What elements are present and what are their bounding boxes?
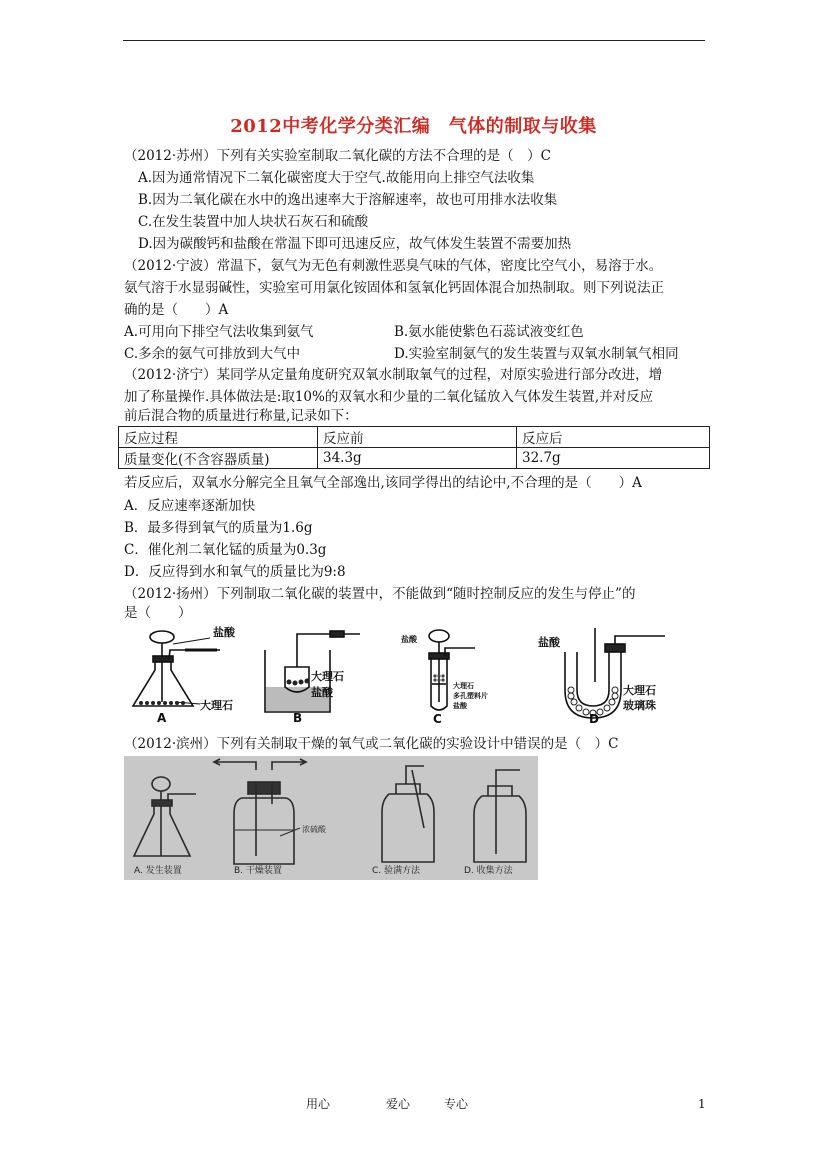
q1-option-c: C.在发生装置中加人块状石灰石和硫酸 xyxy=(138,214,369,230)
q2-option-c: C.多余的氨气可排放到大气中 xyxy=(124,346,301,362)
footer-text-3: 专心 xyxy=(444,1097,469,1111)
q2-option-a: A.可用向下排空气法收集到氨气 xyxy=(124,324,314,340)
label-panel-a: A. 发生装置 xyxy=(134,866,182,876)
header-rule xyxy=(123,40,705,41)
label-panel-c: C. 验满方法 xyxy=(372,866,421,876)
label-b-letter: B xyxy=(293,711,303,725)
footer-text-1: 用心 xyxy=(306,1097,331,1111)
q3-option-d: D．反应得到水和氧气的质量比为9:8 xyxy=(124,564,346,580)
label-d-letter: D xyxy=(589,712,599,726)
q2-stem-line-2: 氨气溶于水显弱碱性，实验室可用氯化铵固体和氢氧化钙固体混合加热制取。则下列说法正 xyxy=(124,280,664,296)
q3-option-a: A．反应速率逐渐加快 xyxy=(124,498,256,514)
label-panel-b: B. 干燥装置 xyxy=(234,866,282,876)
q3-stem-line-2: 加了称量操作.具体做法是:取10%的双氧水和少量的二氧化锰放入气体发生装置,并对反应 xyxy=(124,389,654,405)
q3-option-c: C．催化剂二氧化锰的质量为0.3g xyxy=(124,542,327,558)
label-a-acid: 盐酸 xyxy=(213,626,235,639)
label-conc-acid: 浓硫酸 xyxy=(302,825,326,834)
table-header-row xyxy=(119,427,710,448)
label-a-marble: 大理石 xyxy=(200,699,233,712)
q3-question: 若反应后，双氧水分解完全且氧气全部逸出,该同学得出的结论中,不合理的是（ ）A xyxy=(124,475,642,491)
q3-stem-line-1: （2012·济宁）某同学从定量角度研究双氧水制取氧气的过程，对原实验进行部分改进，增 xyxy=(124,367,663,383)
label-b-marble: 大理石 xyxy=(311,670,344,683)
table-header-cell: 反应后 xyxy=(517,427,710,448)
table-cell: 32.7g xyxy=(517,448,710,469)
label-panel-d: D. 收集方法 xyxy=(464,866,513,876)
co2-apparatus-figure xyxy=(125,622,705,727)
q2-stem-line-3: 确的是（ ）A xyxy=(124,302,229,318)
label-c-marble: 大理石 xyxy=(453,682,474,690)
label-c-letter: C xyxy=(433,712,442,726)
table-cell: 34.3g xyxy=(318,448,517,469)
q2-option-b: B.氨水能使紫色石蕊试液变红色 xyxy=(394,324,584,340)
table-header-cell: 反应过程 xyxy=(119,427,318,448)
q1-option-a: A.因为通常情况下二氧化碳密度大于空气.故能用向上排空气法收集 xyxy=(138,170,535,186)
q4-stem-line-2: 是（ ） xyxy=(124,605,192,621)
label-c-acid2: 盐酸 xyxy=(453,702,467,710)
label-c-plate: 多孔塑料片 xyxy=(453,692,488,700)
label-d-beads: 玻璃珠 xyxy=(623,699,656,712)
q2-option-d: D.实验室制氨气的发生装置与双氧水制氧气相同 xyxy=(394,346,679,362)
q1-option-b: B.因为二氧化碳在水中的逸出速率大于溶解速率，故也可用排水法收集 xyxy=(138,192,558,208)
q2-stem-line-1: （2012·宁波）常温下，氨气为无色有刺激性恶臭气味的气体，密度比空气小，易溶于水。 xyxy=(124,258,663,274)
page-title: 2012中考化学分类汇编 气体的制取与收集 xyxy=(230,116,597,137)
table-cell: 质量变化(不含容器质量) xyxy=(119,448,318,469)
label-a-letter: A xyxy=(157,711,167,725)
footer-text-2: 爱心 xyxy=(386,1097,411,1111)
apparatus-a xyxy=(133,631,220,706)
table-header-cell: 反应前 xyxy=(318,427,517,448)
table-row xyxy=(119,448,710,469)
q1-option-d: D.因为碳酸钙和盐酸在常温下即可迅速反应，故气体发生装置不需要加热 xyxy=(138,236,572,252)
q5-stem: （2012·滨州）下列有关制取干燥的氧气或二氧化碳的实验设计中错误的是（ ）C xyxy=(124,736,619,752)
q3-stem-line-3: 前后混合物的质量进行称量,记录如下： xyxy=(124,408,358,424)
label-d-acid: 盐酸 xyxy=(538,636,560,649)
mass-table xyxy=(118,426,710,469)
label-d-marble: 大理石 xyxy=(623,684,656,697)
q3-option-b: B．最多得到氧气的质量为1.6g xyxy=(124,520,313,536)
label-c-acid: 盐酸 xyxy=(401,635,417,644)
q4-stem-line-1: （2012·扬州）下列制取二氧化碳的装置中，不能做到“随时控制反应的发生与停止”的 xyxy=(124,586,636,602)
dry-gas-figure xyxy=(124,756,538,880)
q1-stem: （2012·苏州）下列有关实验室制取二氧化碳的方法不合理的是（ ）C xyxy=(124,148,551,164)
page-number: 1 xyxy=(698,1097,706,1111)
label-b-acid: 盐酸 xyxy=(311,686,333,699)
